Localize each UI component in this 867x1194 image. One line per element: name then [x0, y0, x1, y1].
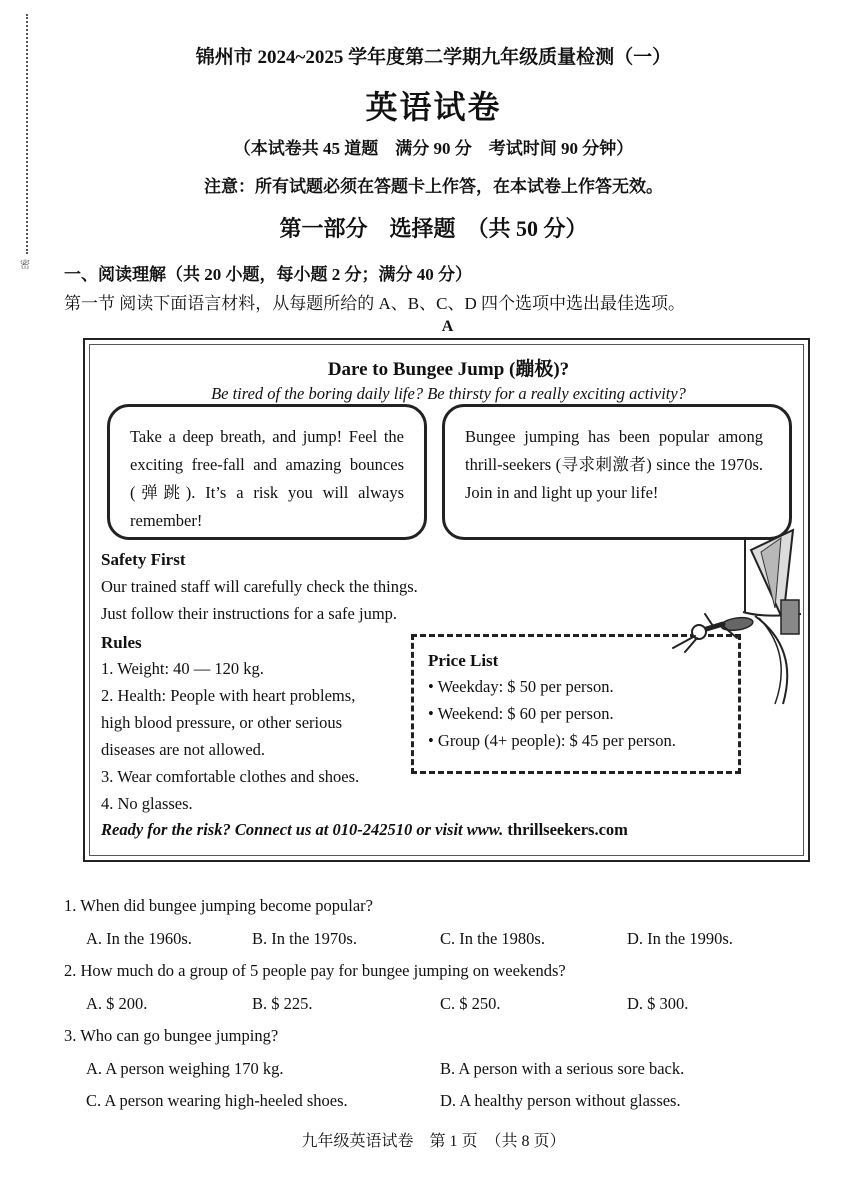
advertisement-box [83, 338, 810, 862]
rule-line: diseases are not allowed. [101, 740, 266, 759]
passage-label: A [441, 318, 454, 335]
rules-heading: Rules [101, 633, 142, 652]
question-3-stem: 3. Who can go bungee jumping? [64, 1026, 279, 1045]
rule-line: 4. No glasses. [101, 794, 193, 813]
question-2-option-b: B. $ 225. [252, 994, 313, 1013]
binding-margin-mark: 密 [20, 260, 30, 271]
exam-info: （本试卷共 45 道题 满分 90 分 考试时间 90 分钟） [233, 139, 634, 158]
question-1-option-d: D. In the 1990s. [627, 929, 733, 948]
question-3-option-b: B. A person with a serious sore back. [440, 1059, 685, 1078]
exam-line: 锦州市 2024~2025 学年度第二学期九年级质量检测（一） [195, 47, 672, 68]
speech-bubble-left [107, 404, 427, 540]
rule-line: high blood pressure, or other serious [101, 713, 343, 732]
safety-heading: Safety First [101, 550, 186, 569]
price-list-heading: Price List [428, 651, 499, 670]
question-3-option-c: C. A person wearing high-heeled shoes. [86, 1091, 348, 1110]
question-1-option-c: C. In the 1980s. [440, 929, 545, 948]
question-3-option-a: A. A person weighing 170 kg. [86, 1059, 284, 1078]
question-3-option-d: D. A healthy person without glasses. [440, 1091, 681, 1110]
question-2-stem: 2. How much do a group of 5 people pay for bungee jumping on weekends? [64, 961, 566, 980]
bubble-left-text: Take a deep breath, and jump! Feel the exciting free-fall and amazing bounces (弹跳). It’s a risk you will always remember! [130, 427, 404, 530]
ad-subtitle: Be tired of the boring daily life? Be thirsty for a really exciting activity? [211, 384, 686, 403]
section-heading: 一、阅读理解（共 20 小题，每小题 2 分；满分 40 分） [64, 265, 472, 284]
question-1-stem: 1. When did bungee jumping become popular? [64, 896, 373, 915]
part-title: 第一部分 选择题 （共 50 分） [279, 216, 588, 241]
rule-line: 1. Weight: 40 — 120 kg. [101, 659, 264, 678]
safety-line: Just follow their instructions for a safe jump. [101, 604, 398, 623]
rule-line: 2. Health: People with heart problems, [101, 686, 356, 705]
rule-line: 3. Wear comfortable clothes and shoes. [101, 767, 360, 786]
section-intro: 第一节 阅读下面语言材料，从每题所给的 A、B、C、D 四个选项中选出最佳选项。 [64, 294, 685, 313]
question-1-option-a: A. In the 1960s. [86, 929, 192, 948]
speech-bubble-right [442, 404, 792, 540]
closing-line [101, 820, 628, 840]
price-item: • Weekend: $ 60 per person. [428, 704, 614, 723]
ad-title: Dare to Bungee Jump (蹦极)? [327, 359, 570, 380]
page-footer: 九年级英语试卷 第 1 页 （共 8 页） [301, 1133, 566, 1150]
price-item: • Weekday: $ 50 per person. [428, 677, 614, 696]
bubble-right-text: Bungee jumping has been popular among thrill-seekers (寻求刺激者) since the 1970s. Join in and light up your life! [465, 427, 763, 502]
question-2-option-a: A. $ 200. [86, 994, 148, 1013]
question-2-option-c: C. $ 250. [440, 994, 501, 1013]
question-2-option-d: D. $ 300. [627, 994, 689, 1013]
closing-text: Ready for the risk? Connect us at 010-242510 or visit www. [101, 820, 504, 839]
website-link[interactable]: thrillseekers.com [507, 820, 628, 839]
bungee-jumper-illustration [633, 528, 803, 708]
price-item: • Group (4+ people): $ 45 per person. [428, 731, 676, 750]
safety-line: Our trained staff will carefully check the things. [101, 577, 418, 596]
exam-notice: 注意：所有试题必须在答题卡上作答，在本试卷上作答无效。 [204, 177, 663, 196]
question-1-option-b: B. In the 1970s. [252, 929, 357, 948]
paper-title: 英语试卷 [365, 89, 502, 125]
